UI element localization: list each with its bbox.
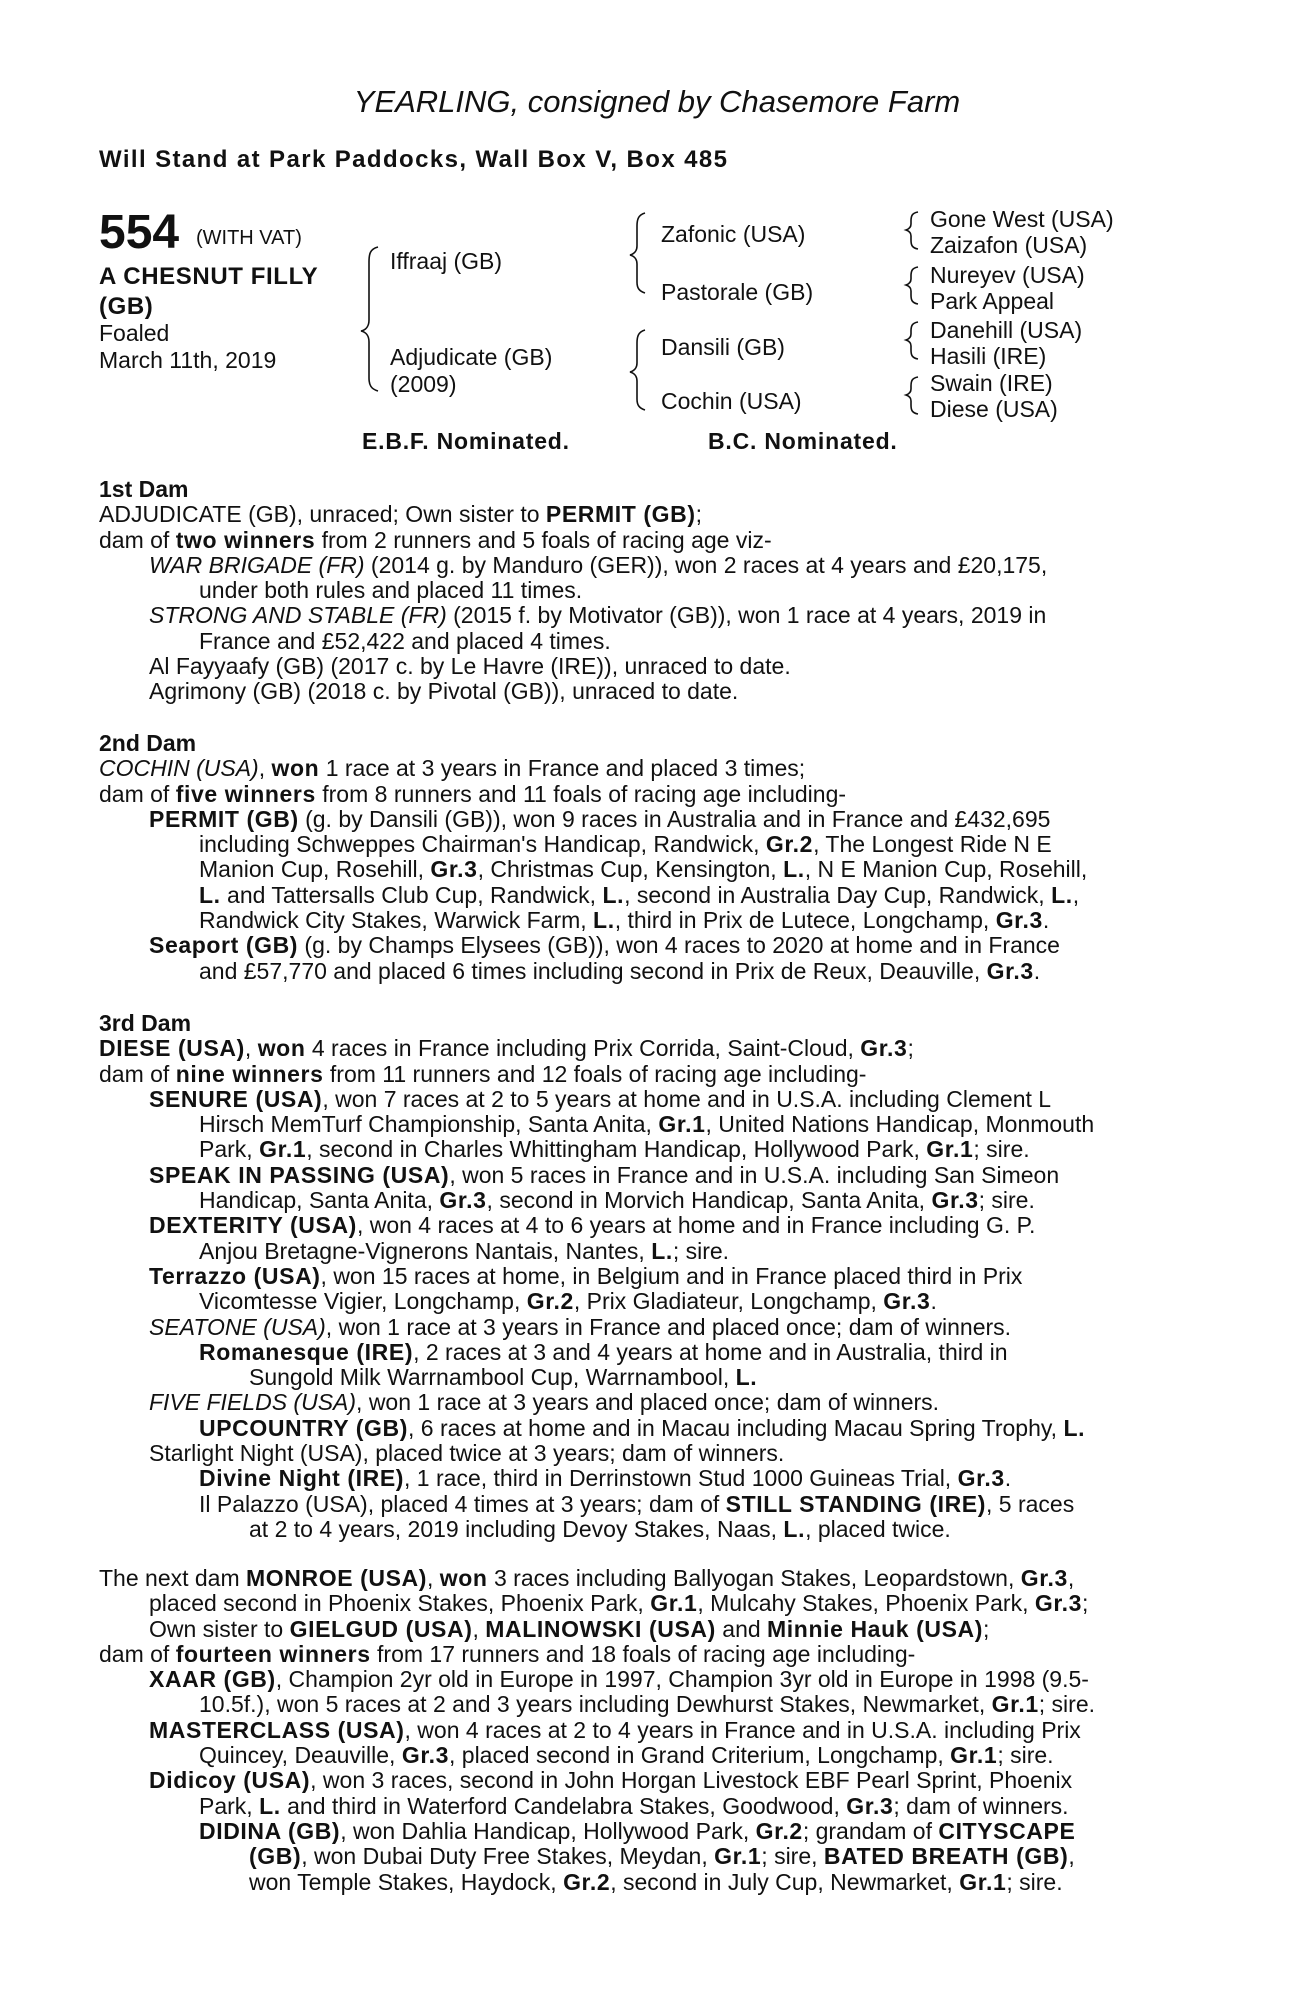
third-dam-section	[99, 1011, 1199, 1542]
pedigree-gen3-1: Gone West (USA)	[930, 206, 1114, 232]
ebf-nomination: E.B.F. Nominated.	[362, 428, 570, 454]
text-line: SPEAK IN PASSING (USA), won 5 races in France and in U.S.A. including San Simeon	[149, 1161, 1060, 1188]
text-line: Randwick City Stakes, Warwick Farm, L., third in Prix de Lutece, Longchamp, Gr.3.	[199, 907, 1050, 934]
text-line: DEXTERITY (USA), won 4 races at 4 to 6 years at home and in France including G. P.	[149, 1212, 1036, 1239]
pedigree-gen3-4: Park Appeal	[930, 288, 1055, 314]
text-line: dam of fourteen winners from 17 runners and 18 foals of racing age including-	[99, 1640, 916, 1667]
text-line: and £57,770 and placed 6 times including second in Prix de Reux, Deauville, Gr.3.	[199, 957, 1041, 984]
text-line: SEATONE (USA), won 1 race at 3 years in France and placed once; dam of winners.	[149, 1313, 1012, 1340]
text-line: DIESE (USA), won 4 races in France including Prix Corrida, Saint-Cloud, Gr.3;	[99, 1035, 914, 1062]
stabling-location: Will Stand at Park Paddocks, Wall Box V, Box 485	[99, 146, 729, 173]
text-line: Il Palazzo (USA), placed 4 times at 3 years; dam of STILL STANDING (IRE), 5 races	[199, 1490, 1075, 1517]
section-heading: 3rd Dam	[99, 1010, 192, 1036]
text-line: under both rules and placed 11 times.	[199, 577, 583, 604]
lot-description-line: (GB)	[99, 293, 154, 320]
text-line: COCHIN (USA), won 1 race at 3 years in France and placed 3 times;	[99, 755, 806, 782]
second-dam-section	[99, 731, 1199, 984]
text-line: Sungold Milk Warrnambool Cup, Warrnambool, L.	[249, 1364, 758, 1391]
pedigree-sire-dam: Pastorale (GB)	[661, 279, 814, 305]
bc-nomination: B.C. Nominated.	[708, 428, 898, 454]
text-line: Hirsch MemTurf Championship, Santa Anita, Gr.1, United Nations Handicap, Monmouth	[199, 1111, 1095, 1138]
text-line: dam of nine winners from 11 runners and 12 foals of racing age including-	[99, 1060, 867, 1087]
text-line: Agrimony (GB) (2018 c. by Pivotal (GB)), unraced to date.	[149, 678, 739, 705]
text-line: Seaport (GB) (g. by Champs Elysees (GB)), won 4 races to 2020 at home and in France	[149, 932, 1060, 959]
text-line: France and £52,422 and placed 4 times.	[199, 627, 611, 654]
text-line: MASTERCLASS (USA), won 4 races at 2 to 4 years in France and in U.S.A. including Prix	[149, 1716, 1081, 1743]
text-line: XAAR (GB), Champion 2yr old in Europe in 1997, Champion 3yr old in Europe in 1998 (9.5-	[149, 1666, 1089, 1693]
lot-number: 554	[99, 206, 180, 259]
next-dam-section	[99, 1566, 1199, 1895]
text-line: including Schweppes Chairman's Handicap, Randwick, Gr.2, The Longest Ride N E	[199, 831, 1052, 858]
pedigree-sire-sire: Zafonic (USA)	[661, 221, 806, 247]
text-line: L. and Tattersalls Club Cup, Randwick, L., second in Australia Day Cup, Randwick, L.,	[199, 881, 1080, 908]
text-line: at 2 to 4 years, 2019 including Devoy Stakes, Naas, L., placed twice.	[249, 1515, 951, 1542]
foaled-date: March 11th, 2019	[99, 347, 277, 373]
text-line: FIVE FIELDS (USA), won 1 race at 3 years and placed once; dam of winners.	[149, 1389, 940, 1416]
pedigree-gen3-3: Nureyev (USA)	[930, 262, 1085, 288]
text-line: WAR BRIGADE (FR) (2014 g. by Manduro (GER)), won 2 races at 4 years and £20,175,	[149, 551, 1048, 578]
pedigree-sire: Iffraaj (GB)	[390, 248, 503, 274]
text-line: The next dam MONROE (USA), won 3 races including Ballyogan Stakes, Leopardstown, Gr.3,	[99, 1565, 1075, 1591]
pedigree-gen3-5: Danehill (USA)	[930, 317, 1083, 343]
pedigree-dam-sire: Dansili (GB)	[661, 334, 785, 360]
text-line: Quincey, Deauville, Gr.3, placed second in Grand Criterium, Longchamp, Gr.1; sire.	[199, 1742, 1054, 1769]
text-line: Terrazzo (USA), won 15 races at home, in Belgium and in France placed third in Prix	[149, 1262, 1023, 1289]
first-dam-section	[99, 477, 1199, 705]
text-line: Manion Cup, Rosehill, Gr.3, Christmas Cup, Kensington, L., N E Manion Cup, Rosehill,	[199, 856, 1088, 883]
pedigree-gen3-7: Swain (IRE)	[930, 370, 1053, 396]
section-heading: 1st Dam	[99, 476, 189, 502]
text-line: Handicap, Santa Anita, Gr.3, second in Morvich Handicap, Santa Anita, Gr.3; sire.	[199, 1187, 1035, 1214]
text-line: dam of five winners from 8 runners and 11 foals of racing age including-	[99, 780, 847, 807]
text-line: won Temple Stakes, Haydock, Gr.2, second in July Cup, Newmarket, Gr.1; sire.	[249, 1868, 1063, 1895]
text-line: SENURE (USA), won 7 races at 2 to 5 years at home and in U.S.A. including Clement L	[149, 1085, 1052, 1112]
catalogue-title: YEARLING, consigned by Chasemore Farm	[353, 84, 961, 119]
text-line: Park, Gr.1, second in Charles Whittingham Handicap, Hollywood Park, Gr.1; sire.	[199, 1136, 1030, 1163]
text-line: Starlight Night (USA), placed twice at 3 years; dam of winners.	[149, 1440, 785, 1467]
pedigree-dam	[390, 344, 552, 398]
pedigree-dam-name: Adjudicate (GB)	[390, 344, 553, 370]
pedigree-dam-dam: Cochin (USA)	[661, 388, 802, 414]
text-line: (GB), won Dubai Duty Free Stakes, Meydan, Gr.1; sire, BATED BREATH (GB),	[249, 1843, 1075, 1870]
text-line: Anjou Bretagne-Vignerons Nantais, Nantes, L.; sire.	[199, 1237, 730, 1264]
pedigree-gen3-2: Zaizafon (USA)	[930, 232, 1088, 258]
text-line: Vicomtesse Vigier, Longchamp, Gr.2, Prix Gladiateur, Longchamp, Gr.3.	[199, 1288, 937, 1315]
pedigree-dam-year: (2009)	[390, 371, 457, 397]
vat-note: (WITH VAT)	[196, 227, 302, 249]
text-line: DIDINA (GB), won Dahlia Handicap, Hollywood Park, Gr.2; grandam of CITYSCAPE	[199, 1817, 1076, 1844]
text-line: Own sister to GIELGUD (USA), MALINOWSKI (USA) and Minnie Hauk (USA);	[149, 1615, 990, 1642]
foaled-label: Foaled	[99, 320, 170, 346]
text-line: 10.5f.), won 5 races at 2 and 3 years including Dewhurst Stakes, Newmarket, Gr.1; sire.	[199, 1691, 1095, 1718]
lot-description-line: A CHESNUT FILLY	[99, 263, 319, 290]
text-line: ADJUDICATE (GB), unraced; Own sister to PERMIT (GB);	[99, 501, 702, 528]
text-line: Park, L. and third in Waterford Candelabra Stakes, Goodwood, Gr.3; dam of winners.	[199, 1792, 1069, 1819]
text-line: UPCOUNTRY (GB), 6 races at home and in Macau including Macau Spring Trophy, L.	[199, 1414, 1086, 1441]
text-line: Didicoy (USA), won 3 races, second in John Horgan Livestock EBF Pearl Sprint, Phoenix	[149, 1767, 1073, 1794]
text-line: dam of two winners from 2 runners and 5 foals of racing age viz-	[99, 526, 772, 553]
pedigree-brackets	[0, 0, 1314, 460]
text-line: Divine Night (IRE), 1 race, third in Derrinstown Stud 1000 Guineas Trial, Gr.3.	[199, 1465, 1012, 1492]
section-heading: 2nd Dam	[99, 730, 197, 756]
pedigree-gen3-6: Hasili (IRE)	[930, 343, 1047, 369]
text-line: Romanesque (IRE), 2 races at 3 and 4 years at home and in Australia, third in	[199, 1338, 1008, 1365]
text-line: placed second in Phoenix Stakes, Phoenix Park, Gr.1, Mulcahy Stakes, Phoenix Park, Gr.3;	[149, 1590, 1089, 1617]
text-line: STRONG AND STABLE (FR) (2015 f. by Motivator (GB)), won 1 race at 4 years, 2019 in	[149, 602, 1047, 629]
text-line: Al Fayyaafy (GB) (2017 c. by Le Havre (IRE)), unraced to date.	[149, 653, 791, 680]
pedigree-gen3-8: Diese (USA)	[930, 396, 1058, 422]
text-line: PERMIT (GB) (g. by Dansili (GB)), won 9 races in Australia and in France and £432,695	[149, 805, 1051, 832]
